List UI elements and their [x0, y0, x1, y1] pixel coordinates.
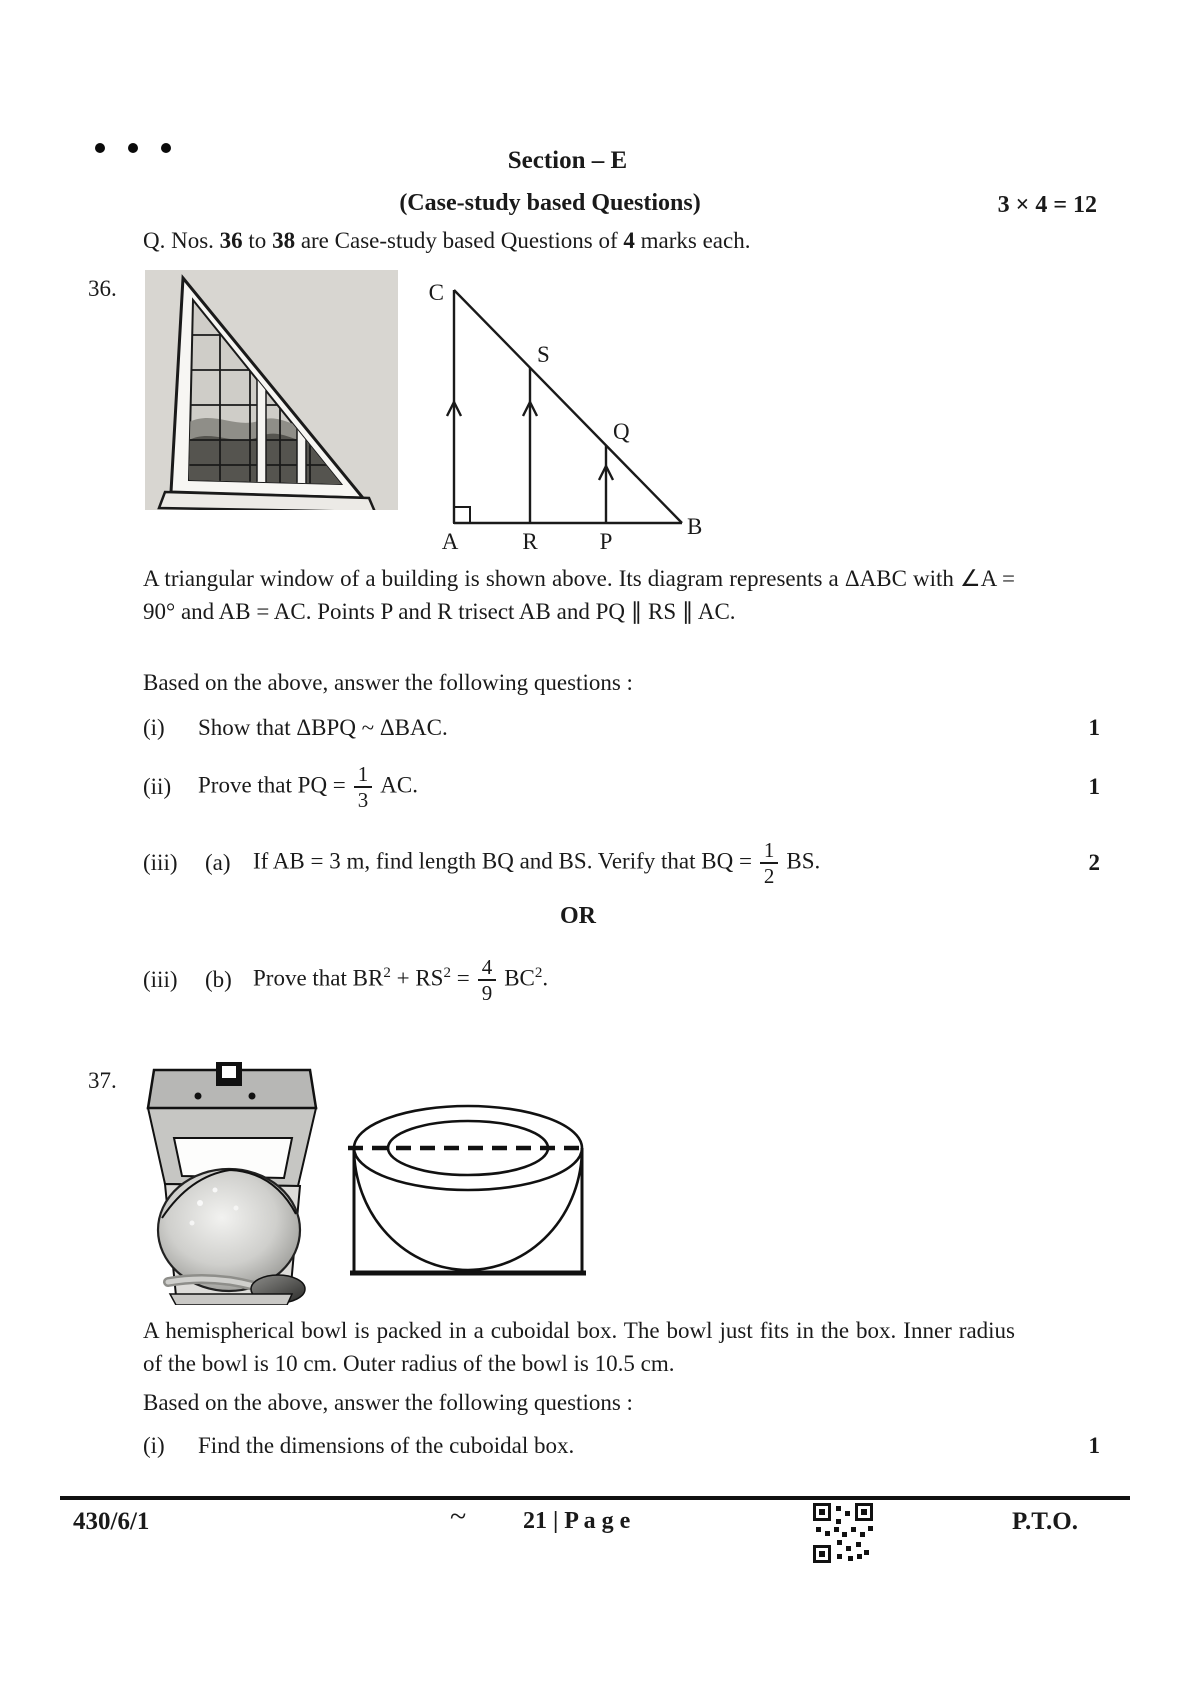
part-text	[253, 956, 548, 1004]
fraction	[354, 763, 373, 811]
question-37-prompt: Based on the above, answer the following questions :	[143, 1390, 633, 1415]
fraction-numerator: 1	[760, 839, 779, 864]
vertex-c-label: C	[428, 280, 444, 305]
triangular-window-photo	[145, 270, 398, 510]
fraction-numerator: 4	[478, 956, 497, 981]
text-segment: BS.	[786, 848, 821, 874]
point-r-label: R	[522, 529, 538, 553]
superscript: 2	[383, 965, 391, 982]
question-36-part-iii-b	[143, 945, 1100, 1015]
superscript: 2	[534, 965, 543, 982]
triangle-diagram	[396, 258, 706, 553]
footer-squiggle: ~	[450, 1500, 467, 1533]
part-text	[198, 763, 418, 811]
intro-text: are Case-study based Questions of	[295, 228, 624, 253]
point-s-label: S	[537, 342, 550, 367]
fraction-denominator: 9	[481, 981, 493, 1005]
question-36-prompt: Based on the above, answer the following questions :	[143, 670, 633, 695]
question-36-part-iii-a	[143, 828, 1100, 898]
section-subtitle: (Case-study based Questions)	[399, 190, 701, 216]
or-separator: OR	[560, 903, 596, 929]
part-text: Find the dimensions of the cuboidal box.	[198, 1433, 575, 1458]
intro-marks: 4	[623, 228, 635, 253]
intro-text: Q. Nos.	[143, 228, 220, 253]
section-title: Section – E	[507, 147, 628, 174]
part-text	[253, 839, 820, 887]
text-segment: =	[450, 965, 470, 991]
intro-qno-start: 36	[219, 228, 243, 253]
text-segment: + RS	[390, 965, 444, 991]
intro-text: marks each.	[634, 228, 751, 253]
bowl-in-box-photo	[140, 1058, 325, 1305]
intro-text: to	[242, 228, 273, 253]
point-p-label: P	[599, 529, 613, 553]
part-label: (ii)	[143, 774, 172, 799]
part-label: (iii)	[143, 850, 178, 875]
text-segment: If AB = 3 m, find length BQ and BS. Verify that BQ =	[253, 848, 752, 874]
page-number: 21 | P a g e	[523, 1508, 631, 1534]
text-segment: BC	[504, 965, 535, 991]
question-36-number: 36.	[88, 276, 117, 301]
footer-rule	[60, 1496, 1130, 1500]
part-label: (i)	[143, 715, 165, 740]
part-sub-label: (a)	[205, 850, 231, 875]
qr-code	[812, 1502, 874, 1564]
marks-value: 1	[1088, 774, 1100, 799]
question-37-number: 37.	[88, 1068, 117, 1093]
paper-code: 430/6/1	[73, 1508, 150, 1535]
vertex-b-label: B	[687, 514, 703, 539]
text-segment: Prove that BR	[253, 965, 384, 991]
fraction	[478, 956, 497, 1004]
intro-qno-end: 38	[272, 228, 296, 253]
fraction	[760, 839, 779, 887]
marks-value: 1	[1088, 715, 1100, 740]
marks-value: 2	[1088, 850, 1100, 875]
question-36-part-i	[143, 710, 1100, 746]
superscript: 2	[443, 965, 451, 982]
pto-label: P.T.O.	[1012, 1508, 1078, 1535]
part-sub-label: (b)	[205, 967, 232, 992]
vertex-a-label: A	[441, 529, 459, 553]
point-q-label: Q	[613, 419, 630, 444]
text-segment: .	[542, 965, 549, 991]
text-segment: Prove that PQ =	[198, 772, 346, 798]
total-marks: 3 × 4 = 12	[997, 192, 1097, 218]
text-segment: AC.	[380, 772, 418, 798]
fraction-denominator: 3	[357, 788, 369, 812]
fraction-denominator: 2	[763, 864, 775, 888]
question-36-part-ii	[143, 752, 1100, 822]
part-text: Show that ΔBPQ ~ ΔBAC.	[198, 715, 448, 740]
question-37-description: A hemispherical bowl is packed in a cuboidal box. The bowl just fits in the box. Inner radius of the bowl is 10 cm. Outer radius of the bowl is 10.5 cm.	[143, 1318, 1015, 1376]
part-label: (i)	[143, 1433, 165, 1458]
marks-value: 1	[1088, 1433, 1100, 1458]
question-36-description: A triangular window of a building is shown above. Its diagram represents a ΔABC with ∠A = 90° and AB = AC. Points P and R trisect AB and PQ ∥ RS ∥ AC.	[143, 566, 1015, 624]
fraction-numerator: 1	[354, 763, 373, 788]
question-37-part-i	[143, 1428, 1100, 1464]
bowl-diagram	[348, 1093, 588, 1278]
section-intro	[143, 228, 750, 254]
part-label: (iii)	[143, 967, 178, 992]
